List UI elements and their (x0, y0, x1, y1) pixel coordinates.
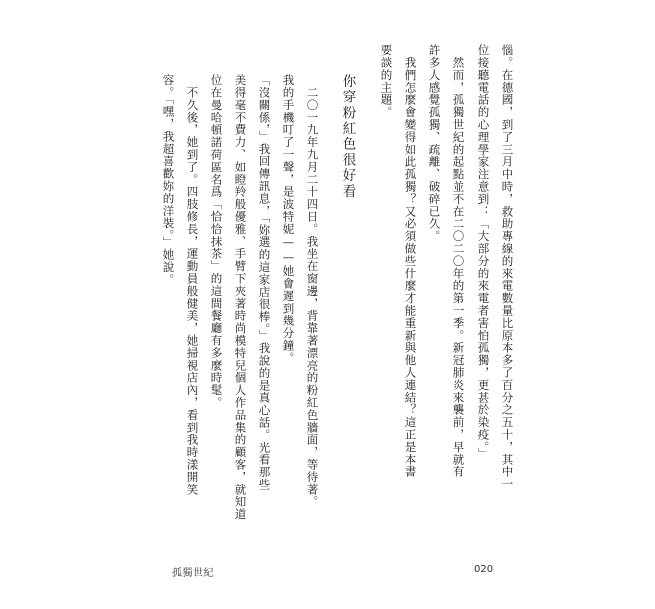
text-column-9: 「沒關係，」我回傳訊息，「妳選的這家店很棒。」我說的是真心話。光看那些 (257, 74, 272, 491)
running-footer-title: 孤獨世紀 (172, 568, 214, 579)
page-number: 020 (474, 564, 494, 575)
text-column-12: 不久後，她到了。四肢修長，運動員般健美，她掃視店內，看到我時漾開笑 (185, 74, 200, 496)
text-column-10: 美得毫不費力、如瞪羚般優雅、手臂下夾著時尚模特兒個人作品集的顧客，就知道 (233, 74, 248, 521)
section-heading: 你穿粉紅色很好看 (339, 74, 356, 200)
text-column-3: 然而，孤獨世紀的起點並不在二〇二〇年的第一季。新冠肺炎來襲前，早就有 (451, 44, 466, 478)
text-column-5: 我們怎麼會變得如此孤獨？又必須做些什麼才能重新與他人連結？這正是本書 (403, 44, 418, 478)
text-column-2: 位接聽電話的心理學家注意到：「大部分的來電者害怕孤獨，更甚於染疫。」 (476, 44, 491, 460)
text-column-7: 二〇一九年九月二十四日。我坐在窗邊，背靠著漂亮的粉紅色牆面，等待著。 (305, 74, 320, 508)
text-column-8: 我的手機叮了一聲，是波特妮——她會遲到幾分鐘。 (281, 74, 296, 365)
text-column-13: 容。「嘿，我超喜歡妳的洋裝。」她說。 (161, 74, 176, 286)
text-column-6: 要談的主題。 (379, 44, 394, 119)
text-column-1: 惱。在德國，到了三月中時，救助專線的來電數量比原本多了百分之五十，其中一 (500, 44, 515, 491)
text-column-4: 許多人感覺孤獨、疏離、破碎已久。 (427, 44, 442, 243)
text-column-11: 位在曼哈頓諾荷區名爲「恰恰抹茶」的這間餐廳有多麼時髦。 (209, 74, 224, 409)
